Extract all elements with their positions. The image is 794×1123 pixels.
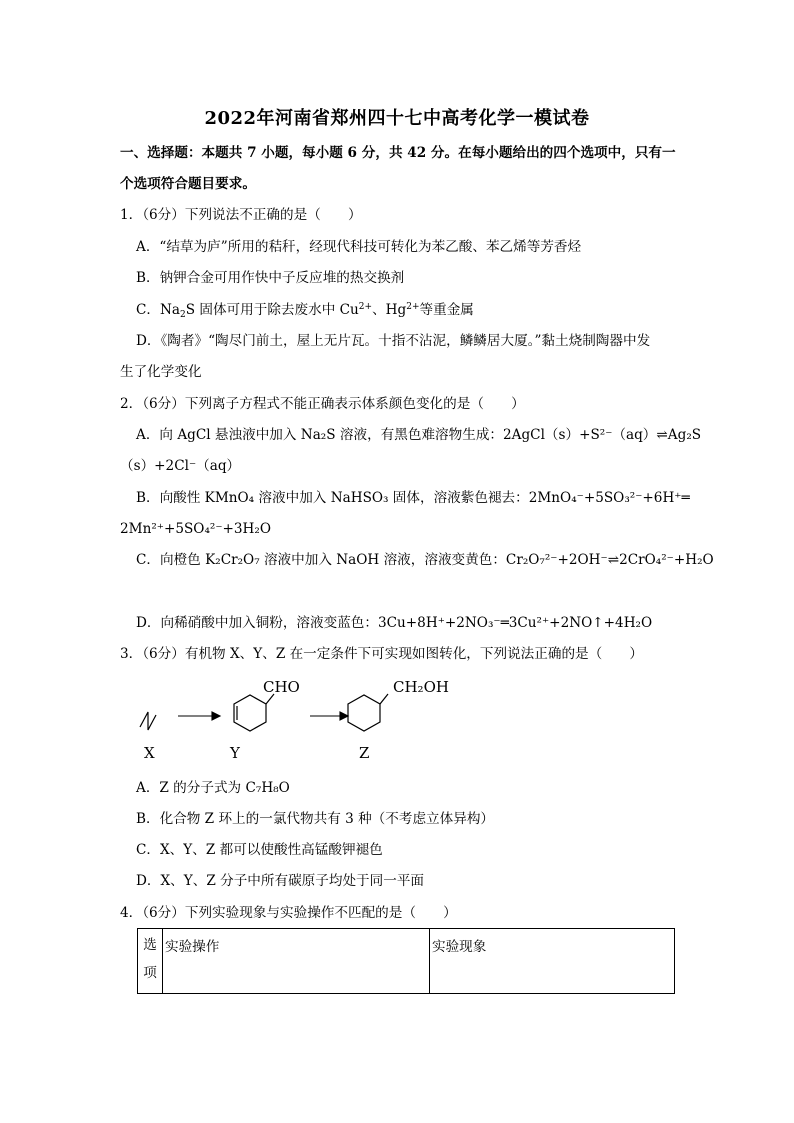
molecule-x-label: X — [144, 744, 155, 762]
question-3-stem: 3．（6分）有机物 X、Y、Z 在一定条件下可实现如图转化，下列说法正确的是（ ） — [120, 646, 644, 662]
molecule-z-group: CH₂OH — [393, 678, 449, 696]
experiment-table — [137, 928, 675, 994]
question-2-option-a-line1: A．向 AgCl 悬浊液中加入 Na₂S 溶液，有黑色难溶物生成：2AgCl（s）+S²⁻（aq）⇌Ag₂S — [136, 427, 702, 443]
question-3-option-b: B．化合物 Z 环上的一氯代物共有 3 种（不考虑立体异构） — [136, 811, 495, 827]
question-2-option-d: D．向稀硝酸中加入铜粉，溶液变蓝色：3Cu+8H⁺+2NO₃⁻═3Cu²⁺+2NO↑+4H₂O — [136, 615, 653, 631]
question-1-option-d-line1: D．《陶者》“陶尽门前土，屋上无片瓦。十指不沾泥，鳞鳞居大厦。”黏土烧制陶器中发 — [136, 333, 651, 349]
reaction-scheme-diagram — [130, 672, 490, 772]
question-1-option-b: B．钠钾合金可用作快中子反应堆的热交换剂 — [136, 270, 405, 286]
question-3-option-d: D．X、Y、Z 分子中所有碳原子均处于同一平面 — [136, 873, 425, 889]
question-1-option-a: A．“结草为庐”所用的秸秆，经现代科技可转化为苯乙酸、苯乙烯等芳香烃 — [136, 239, 582, 255]
molecule-z — [348, 694, 388, 731]
table-header-phenomenon: 实验现象 — [430, 929, 675, 994]
question-2-option-b-line2: 2Mn²⁺+5SO₄²⁻+3H₂O — [120, 521, 272, 537]
molecule-y — [234, 694, 274, 731]
table-header-row — [138, 929, 675, 994]
molecule-y-group: CHO — [263, 678, 300, 696]
question-2-stem: 2．（6分）下列离子方程式不能正确表示体系颜色变化的是（ ） — [120, 396, 525, 412]
reaction-arrow-1 — [178, 712, 220, 720]
molecule-y-label: Y — [230, 744, 240, 762]
reaction-arrow-2 — [310, 712, 348, 720]
question-2-option-c: C．向橙色 K₂Cr₂O₇ 溶液中加入 NaOH 溶液，溶液变黄色：Cr₂O₇²⁻+2OH⁻⇌2CrO₄²⁻+H₂O — [136, 552, 714, 568]
question-4-stem: 4．（6分）下列实验现象与实验操作不匹配的是（ ） — [120, 905, 457, 921]
table-header-option: 选项 — [138, 929, 163, 994]
question-3-option-a: A．Z 的分子式为 C₇H₈O — [136, 780, 290, 796]
question-3-option-c: C．X、Y、Z 都可以使酸性高锰酸钾褪色 — [136, 842, 383, 858]
page-title: 2022年河南省郑州四十七中高考化学一模试卷 — [204, 108, 590, 129]
molecule-x — [140, 712, 156, 730]
molecule-z-label: Z — [359, 744, 370, 762]
question-2-option-b-line1: B．向酸性 KMnO₄ 溶液中加入 NaHSO₃ 固体，溶液紫色褪去：2MnO₄⁻+5SO₃²⁻+6H⁺═ — [136, 490, 690, 506]
table-header-operation: 实验操作 — [163, 929, 430, 994]
question-1-stem: 1．（6分）下列说法不正确的是（ ） — [120, 207, 362, 223]
question-1-option-d-line2: 生了化学变化 — [120, 364, 202, 380]
section-instructions-line2: 个选项符合题目要求。 — [120, 176, 256, 192]
question-2-option-a-line2: （s）+2Cl⁻（aq） — [120, 458, 241, 474]
question-1-option-c: C．$Na_2S$ 固体可用于除去废水中 $Cu^{2+}$、$Hg^{2+}$等重金属 — [136, 302, 474, 320]
section-instructions-line1: 一、选择题：本题共 7 小题，每小题 6 分，共 42 分。在每小题给出的四个选项中，只有一 — [120, 145, 676, 161]
